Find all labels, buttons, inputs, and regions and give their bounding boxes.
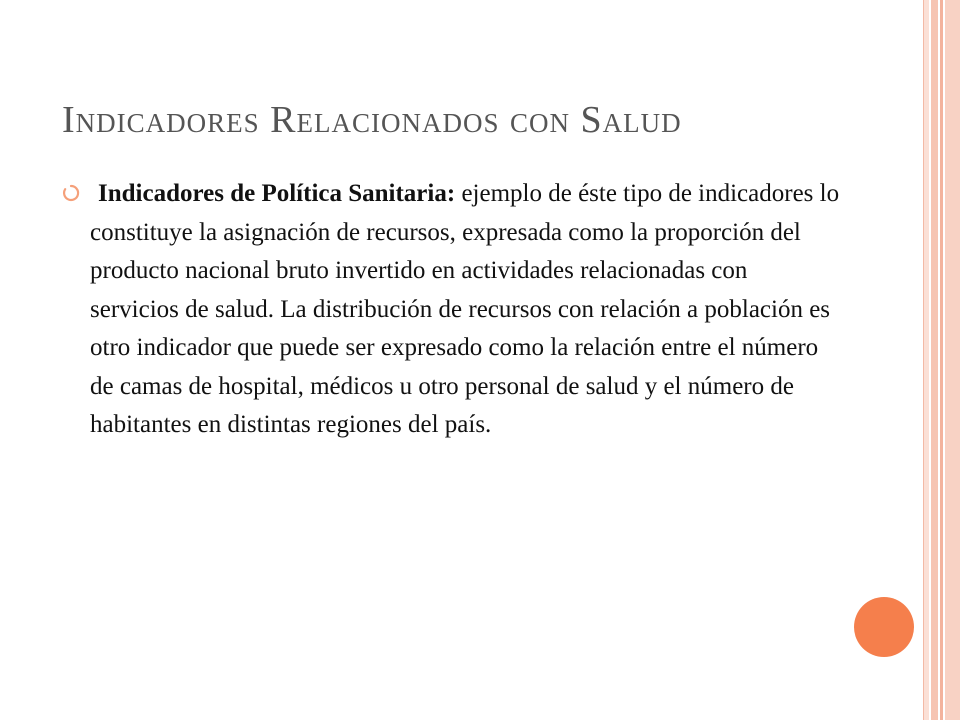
decorative-stripes xyxy=(924,0,960,720)
stripe xyxy=(931,0,938,720)
bullet-text xyxy=(62,175,842,445)
orange-circle-decoration xyxy=(854,597,914,657)
stripe xyxy=(945,0,960,720)
bullet-lead: Indicadores de Política Sanitaria: xyxy=(98,180,456,207)
bullet-ring-icon xyxy=(62,184,80,202)
bullet-item xyxy=(62,175,842,445)
bullet-body: ejemplo de éste tipo de indicadores lo constituye la asignación de recursos, expresada como la proporción del producto nacional bruto invertido en actividades relacionadas con servicios de salud. La distribución de recursos con relación a población es otro indicador que puede ser expresado como la relación entre el número de camas de hospital, médicos u otro personal de salud y el número de habitantes en distintas regiones del país. xyxy=(90,180,840,438)
slide-title: Indicadores Relacionados con Salud xyxy=(62,99,682,141)
